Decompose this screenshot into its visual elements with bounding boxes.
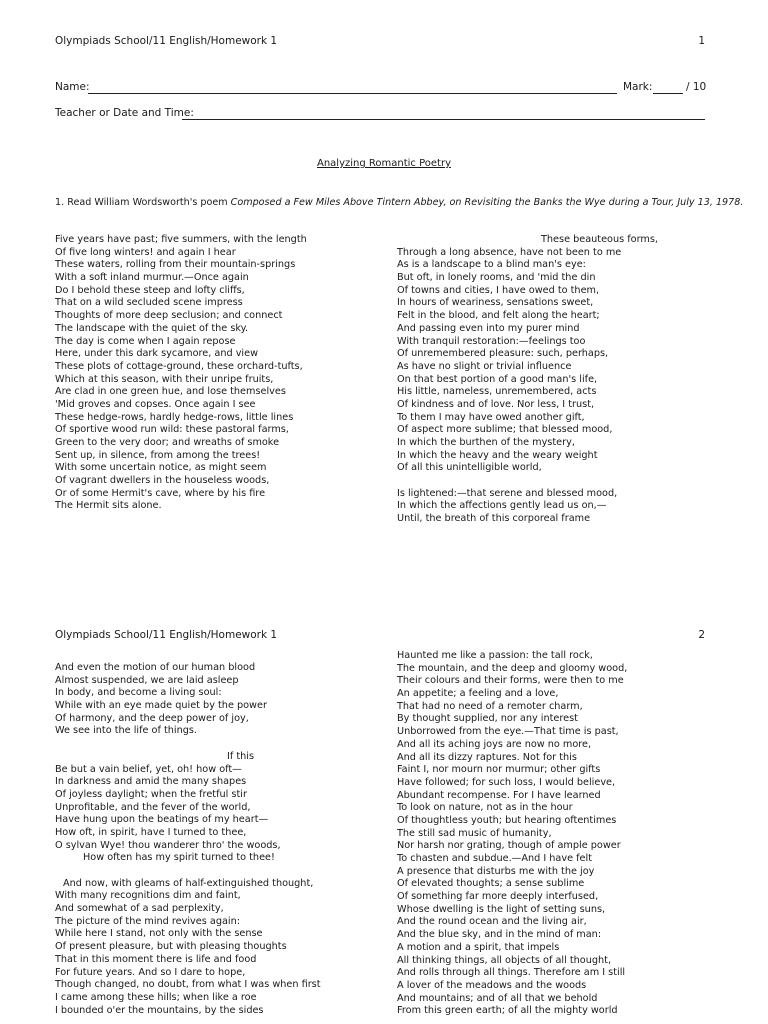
poem-line: Almost suspended, we are laid asleep xyxy=(55,674,239,686)
poem-line: Of vagrant dwellers in the houseless woods, xyxy=(55,475,270,487)
poem-line: In darkness and amid the many shapes xyxy=(55,776,247,788)
poem-line: The still sad music of humanity, xyxy=(397,827,552,839)
poem-line: I came among these hills; when like a roe xyxy=(55,991,257,1003)
poem-line: Sent up, in silence, from among the trees! xyxy=(55,449,261,461)
question-poem-title: Composed a Few Miles Above Tintern Abbey, on Revisiting the Banks the Wye during a Tour, July 13, 1978. xyxy=(230,197,744,208)
poem-line: Thoughts of more deep seclusion; and connect xyxy=(55,310,283,322)
poem-line: On that best portion of a good man's life, xyxy=(397,373,598,385)
poem-line: In which the burthen of the mystery, xyxy=(397,437,575,448)
name-field[interactable] xyxy=(88,93,617,94)
question-1 xyxy=(55,197,743,208)
poem-line: Unprofitable, and the fever of the world, xyxy=(55,801,251,813)
poem-line: Whose dwelling is the light of setting suns, xyxy=(397,903,606,915)
poem-line: As have no slight or trivial influence xyxy=(397,360,572,372)
page1-poem-left xyxy=(55,234,307,513)
poem-line: I bounded o'er the mountains, by the sides xyxy=(55,1004,264,1016)
poem-line: Do I behold these steep and lofty cliffs, xyxy=(55,284,245,296)
poem-line: Of unremembered pleasure: such, perhaps, xyxy=(397,348,609,360)
poem-line: And now, with gleams of half-extinguished thought, xyxy=(63,877,314,889)
poem-line: Be but a vain belief, yet, oh! how oft— xyxy=(55,763,242,775)
page1-poem-right xyxy=(397,234,658,526)
poem-line: And the round ocean and the living air, xyxy=(397,916,587,928)
poem-line: But oft, in lonely rooms, and 'mid the din xyxy=(397,272,596,284)
poem-line: Green to the very door; and wreaths of smoke xyxy=(55,437,280,448)
poem-line: We see into the life of things. xyxy=(55,725,198,737)
poem-line: Five years have past; five summers, with the length xyxy=(55,234,307,245)
poem-line: With tranquil restoration:—feelings too xyxy=(397,335,586,347)
poem-line: Of something far more deeply interfused, xyxy=(397,891,599,903)
poem-line: How often has my spirit turned to thee! xyxy=(83,852,275,864)
mark-suffix: / 10 xyxy=(686,81,707,93)
poem-line: Of present pleasure, but with pleasing thoughts xyxy=(55,941,287,953)
poem-line: By thought supplied, nor any interest xyxy=(397,713,578,725)
poem-line: Through a long absence, have not been to me xyxy=(397,246,622,258)
poem-line: In which the heavy and the weary weight xyxy=(397,449,598,461)
poem-line: Until, the breath of this corporeal frame xyxy=(397,513,591,525)
poem-line: A presence that disturbs me with the joy xyxy=(397,865,595,877)
poem-line: If this xyxy=(227,750,255,762)
poem-line: Or of some Hermit's cave, where by his fire xyxy=(55,487,266,499)
poem-line: Of thoughtless youth; but hearing oftentimes xyxy=(397,814,617,826)
poem-line: That on a wild secluded scene impress xyxy=(55,297,243,309)
poem-line: And mountains; and of all that we behold xyxy=(397,992,598,1004)
poem-line: In hours of weariness, sensations sweet, xyxy=(397,297,594,309)
poem-line: And all its aching joys are now no more, xyxy=(397,738,592,750)
poem-line: Of joyless daylight; when the fretful stir xyxy=(55,788,247,800)
poem-line: Which at this season, with their unripe fruits, xyxy=(55,373,274,385)
poem-line: All thinking things, all objects of all thought, xyxy=(397,954,612,966)
poem-line: The landscape with the quiet of the sky. xyxy=(55,322,249,334)
poem-line: Of aspect more sublime; that blessed mood, xyxy=(397,424,613,436)
poem-line: These hedge-rows, hardly hedge-rows, little lines xyxy=(55,411,294,423)
poem-line: These beauteous forms, xyxy=(541,234,658,245)
poem-line: Faint I, nor mourn nor murmur; other gifts xyxy=(397,764,601,776)
poem-line: With many recognitions dim and faint, xyxy=(55,890,241,902)
poem-line: And all its dizzy raptures. Not for this xyxy=(397,751,577,763)
poem-line: A motion and a spirit, that impels xyxy=(397,941,560,953)
poem-line: Abundant recompense. For I have learned xyxy=(397,789,601,801)
page2-header: Olympiads School/11 English/Homework 1 xyxy=(55,629,278,641)
mark-field[interactable] xyxy=(653,93,683,94)
poem-line: How oft, in spirit, have I turned to thee, xyxy=(55,826,247,838)
poem-line: While here I stand, not only with the sense xyxy=(55,928,263,940)
poem-line: To them I may have owed another gift, xyxy=(397,411,585,423)
page-title: Analyzing Romantic Poetry xyxy=(317,158,451,169)
poem-line: And rolls through all things. Therefore am I still xyxy=(397,967,626,979)
poem-line: As is a landscape to a blind man's eye: xyxy=(397,259,586,271)
poem-line: That in this moment there is life and food xyxy=(55,953,257,965)
poem-line: A lover of the meadows and the woods xyxy=(397,979,587,991)
poem-line: The mountain, and the deep and gloomy wood, xyxy=(397,662,628,674)
poem-line: With a soft inland murmur.—Once again xyxy=(55,272,249,284)
poem-line: Of kindness and of love. Nor less, I trust, xyxy=(397,398,595,410)
page2-poem-right xyxy=(397,650,627,1018)
stanza-gap xyxy=(55,738,321,751)
poem-line: To chasten and subdue.—And I have felt xyxy=(397,853,593,864)
poem-line: And even the motion of our human blood xyxy=(55,662,256,673)
question-prefix: 1. Read William Wordsworth's poem xyxy=(55,197,231,208)
poem-line: The day is come when I again repose xyxy=(55,335,236,347)
poem-line: Though changed, no doubt, from what I was when first xyxy=(55,979,321,991)
poem-line: For future years. And so I dare to hope, xyxy=(55,966,246,978)
name-label: Name: xyxy=(55,81,90,93)
poem-line: 'Mid groves and copses. Once again I see xyxy=(55,398,256,410)
poem-line: While with an eye made quiet by the power xyxy=(55,700,267,712)
poem-line: Of elevated thoughts; a sense sublime xyxy=(397,878,585,890)
poem-line: Haunted me like a passion: the tall rock, xyxy=(397,650,593,661)
poem-line: To look on nature, not as in the hour xyxy=(397,802,573,814)
page2-number: 2 xyxy=(698,629,705,641)
page1-header: Olympiads School/11 English/Homework 1 xyxy=(55,35,278,47)
poem-line: Is lightened:—that serene and blessed mood, xyxy=(397,487,618,499)
poem-line: The picture of the mind revives again: xyxy=(55,915,240,927)
poem-line: Of sportive wood run wild: these pastoral farms, xyxy=(55,424,289,436)
poem-line: Of towns and cities, I have owed to them, xyxy=(397,284,600,296)
poem-line: With some uncertain notice, as might seem xyxy=(55,462,267,474)
poem-line: O sylvan Wye! thou wanderer thro' the woods, xyxy=(55,839,281,851)
poem-line: Here, under this dark sycamore, and view xyxy=(55,348,259,360)
poem-line: Of all this unintelligible world, xyxy=(397,462,542,474)
poem-line: From this green earth; of all the mighty world xyxy=(397,1005,618,1017)
poem-line: Nor harsh nor grating, though of ample power xyxy=(397,840,621,852)
poem-line: In which the affections gently lead us on,— xyxy=(397,500,607,512)
page2-poem-left xyxy=(55,662,321,1017)
poem-line: And the blue sky, and in the mind of man: xyxy=(397,929,602,941)
poem-line: Their colours and their forms, were then to me xyxy=(397,675,624,687)
page1-number: 1 xyxy=(698,35,705,47)
poem-line: Of five long winters! and again I hear xyxy=(55,246,236,258)
poem-line: An appetite; a feeling and a love, xyxy=(397,688,559,700)
teacher-field[interactable] xyxy=(182,119,705,120)
mark-label: Mark: xyxy=(623,81,653,93)
poem-line: Are clad in one green hue, and lose themselves xyxy=(55,386,286,398)
poem-line: The Hermit sits alone. xyxy=(55,500,162,512)
poem-line: Of harmony, and the deep power of joy, xyxy=(55,712,249,724)
stanza-gap xyxy=(397,475,658,488)
poem-line: Unborrowed from the eye.—That time is past, xyxy=(397,726,619,738)
poem-line: These plots of cottage-ground, these orchard-tufts, xyxy=(55,360,303,372)
stanza-gap xyxy=(55,865,321,878)
poem-line: His little, nameless, unremembered, acts xyxy=(397,386,597,398)
teacher-label: Teacher or Date and Time: xyxy=(55,107,194,119)
poem-line: These waters, rolling from their mountain-springs xyxy=(55,259,296,271)
poem-line: And somewhat of a sad perplexity, xyxy=(55,903,224,915)
poem-line: Have hung upon the beatings of my heart— xyxy=(55,814,269,826)
poem-line: Have followed; for such loss, I would believe, xyxy=(397,776,616,788)
poem-line: That had no need of a remoter charm, xyxy=(397,700,583,712)
poem-line: And passing even into my purer mind xyxy=(397,322,580,334)
poem-line: In body, and become a living soul: xyxy=(55,687,222,699)
poem-line: Felt in the blood, and felt along the heart; xyxy=(397,310,600,322)
